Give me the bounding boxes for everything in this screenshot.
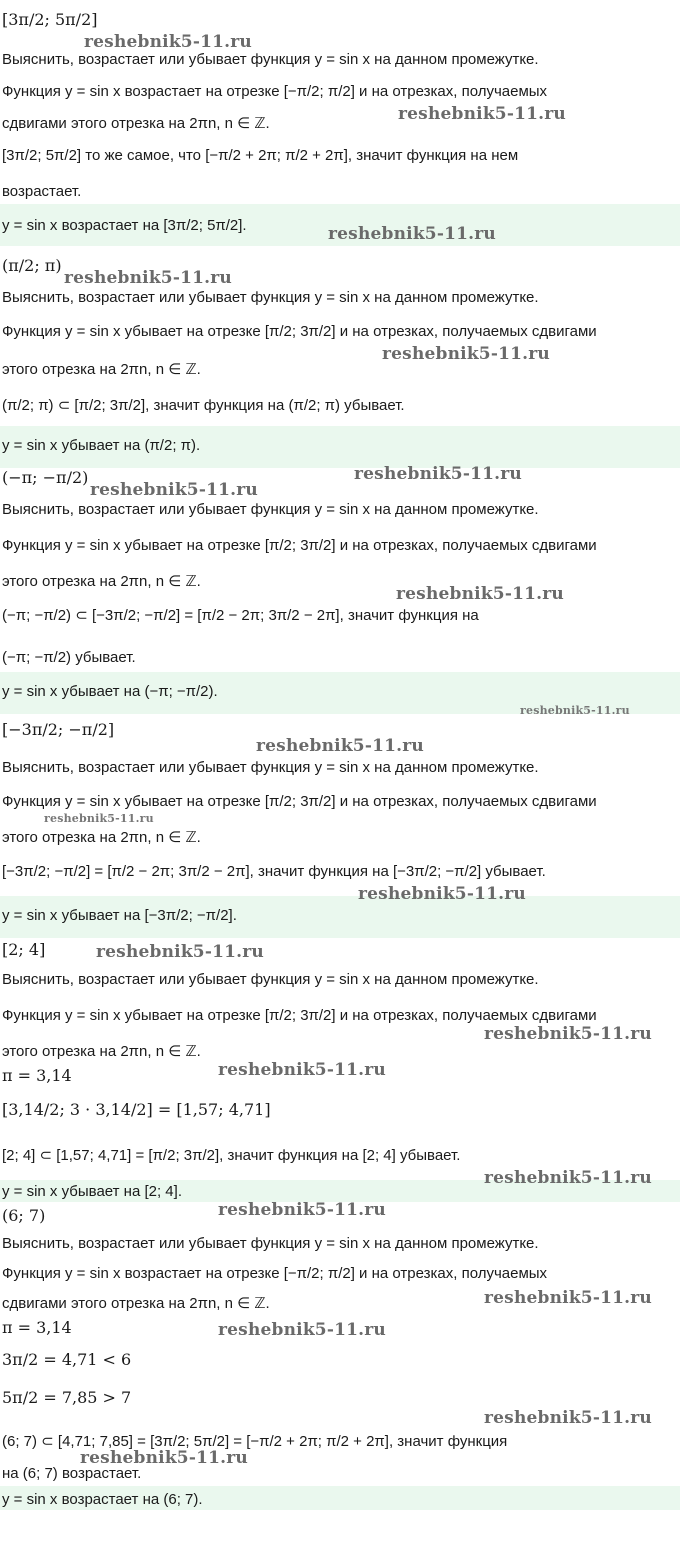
watermark: reshebnik5-11.ru [328, 224, 496, 244]
solution-line: Функция y = sin x возрастает на отрезке [−π/2; π/2] и на отрезках, получаемых [2, 1265, 548, 1282]
answer-line: y = sin x возрастает на (6; 7). [2, 1491, 203, 1508]
watermark: reshebnik5-11.ru [358, 884, 526, 904]
watermark: reshebnik5-11.ru [90, 480, 258, 500]
interval-heading: [2; 4] [2, 940, 46, 959]
solution-line: [3π/2; 5π/2] то же самое, что [−π/2 + 2π; π/2 + 2π], значит функция на нем [2, 147, 519, 164]
solution-line: этого отрезка на 2πn, n ∈ ℤ. [2, 361, 201, 378]
interval-heading: [−3π/2; −π/2] [2, 720, 115, 739]
watermark: reshebnik5-11.ru [80, 1448, 248, 1468]
solution-line: 5π/2 = 7,85 > 7 [2, 1388, 132, 1407]
solution-line: на (6; 7) возрастает. [2, 1465, 142, 1482]
solution-line: этого отрезка на 2πn, n ∈ ℤ. [2, 573, 201, 590]
watermark: reshebnik5-11.ru [484, 1288, 652, 1308]
solution-line: (6; 7) ⊂ [4,71; 7,85] = [3π/2; 5π/2] = [−π/2 + 2π; π/2 + 2π], значит функция [2, 1433, 508, 1450]
watermark: reshebnik5-11.ru [484, 1024, 652, 1044]
task-text: Выяснить, возрастает или убывает функция y = sin x на данном промежутке. [2, 971, 539, 988]
solution-line: (−π; −π/2) убывает. [2, 649, 136, 666]
solution-line: [2; 4] ⊂ [1,57; 4,71] = [π/2; 3π/2], значит функция на [2; 4] убывает. [2, 1147, 461, 1164]
task-text: Выяснить, возрастает или убывает функция y = sin x на данном промежутке. [2, 501, 539, 518]
solution-line: [−3π/2; −π/2] = [π/2 − 2π; 3π/2 − 2π], значит функция на [−3π/2; −π/2] убывает. [2, 863, 546, 880]
answer-line: y = sin x убывает на (−π; −π/2). [2, 683, 218, 700]
task-text: Выяснить, возрастает или убывает функция y = sin x на данном промежутке. [2, 51, 539, 68]
task-text: Выяснить, возрастает или убывает функция y = sin x на данном промежутке. [2, 1235, 539, 1252]
interval-heading: (−π; −π/2) [2, 468, 89, 487]
watermark: reshebnik5-11.ru [382, 344, 550, 364]
watermark: reshebnik5-11.ru [218, 1060, 386, 1080]
answer-line: y = sin x возрастает на [3π/2; 5π/2]. [2, 217, 247, 234]
solution-line: (−π; −π/2) ⊂ [−3π/2; −π/2] = [π/2 − 2π; 3π/2 − 2π], значит функция на [2, 607, 479, 624]
interval-heading: (6; 7) [2, 1206, 46, 1225]
watermark: reshebnik5-11.ru [398, 104, 566, 124]
solution-line: π = 3,14 [2, 1318, 72, 1337]
watermark: reshebnik5-11.ru [44, 812, 154, 825]
watermark: reshebnik5-11.ru [96, 942, 264, 962]
task-text: Выяснить, возрастает или убывает функция y = sin x на данном промежутке. [2, 289, 539, 306]
answer-line: y = sin x убывает на [−3π/2; −π/2]. [2, 907, 237, 924]
solution-line: этого отрезка на 2πn, n ∈ ℤ. [2, 1043, 201, 1060]
solution-line: Функция y = sin x убывает на отрезке [π/2; 3π/2] и на отрезках, получаемых сдвигами [2, 323, 597, 340]
solution-line: Функция y = sin x убывает на отрезке [π/2; 3π/2] и на отрезках, получаемых сдвигами [2, 1007, 597, 1024]
watermark: reshebnik5-11.ru [218, 1200, 386, 1220]
watermark: reshebnik5-11.ru [354, 464, 522, 484]
interval-heading: [3π/2; 5π/2] [2, 10, 98, 29]
solution-line: Функция y = sin x убывает на отрезке [π/2; 3π/2] и на отрезках, получаемых сдвигами [2, 537, 597, 554]
solution-line: сдвигами этого отрезка на 2πn, n ∈ ℤ. [2, 115, 270, 132]
solution-line: Функция y = sin x возрастает на отрезке [−π/2; π/2] и на отрезках, получаемых [2, 83, 548, 100]
watermark: reshebnik5-11.ru [484, 1168, 652, 1188]
solution-line: π = 3,14 [2, 1066, 72, 1085]
solution-line: [3,14/2; 3 · 3,14/2] = [1,57; 4,71] [2, 1100, 271, 1119]
watermark: reshebnik5-11.ru [396, 584, 564, 604]
solution-line: (π/2; π) ⊂ [π/2; 3π/2], значит функция на (π/2; π) убывает. [2, 397, 405, 414]
solution-line: 3π/2 = 4,71 < 6 [2, 1350, 132, 1369]
watermark: reshebnik5-11.ru [256, 736, 424, 756]
answer-line: y = sin x убывает на [2; 4]. [2, 1183, 182, 1200]
solution-line: Функция y = sin x убывает на отрезке [π/2; 3π/2] и на отрезках, получаемых сдвигами [2, 793, 597, 810]
solution-line: сдвигами этого отрезка на 2πn, n ∈ ℤ. [2, 1295, 270, 1312]
answer-line: y = sin x убывает на (π/2; π). [2, 437, 201, 454]
watermark: reshebnik5-11.ru [64, 268, 232, 288]
watermark: reshebnik5-11.ru [84, 32, 252, 52]
watermark: reshebnik5-11.ru [218, 1320, 386, 1340]
interval-heading: (π/2; π) [2, 256, 62, 275]
solution-line: этого отрезка на 2πn, n ∈ ℤ. [2, 829, 201, 846]
watermark: reshebnik5-11.ru [484, 1408, 652, 1428]
watermark: reshebnik5-11.ru [520, 704, 630, 717]
task-text: Выяснить, возрастает или убывает функция y = sin x на данном промежутке. [2, 759, 539, 776]
solution-line: возрастает. [2, 183, 82, 200]
